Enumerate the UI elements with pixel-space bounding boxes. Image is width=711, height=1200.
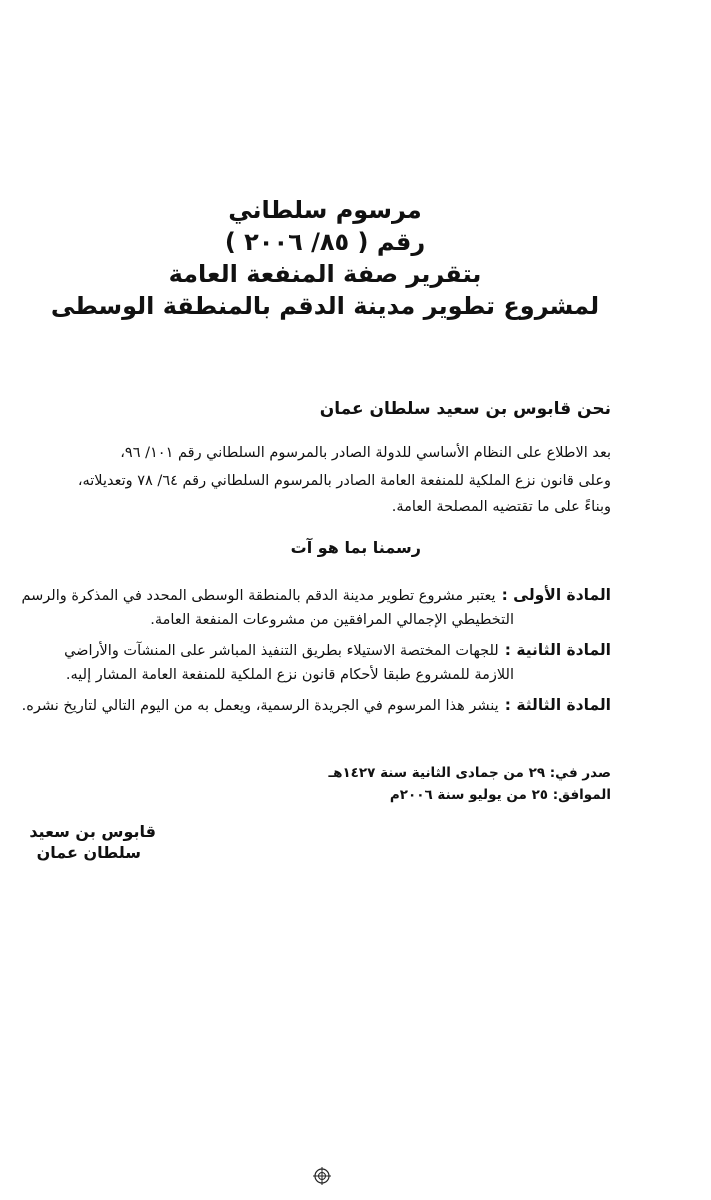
decree-title: مرسوم سلطاني [228, 196, 422, 224]
article-3-text: ينشر هذا المرسوم في الجريدة الرسمية، ويعمل به من اليوم التالي لتاريخ نشره. [21, 698, 499, 714]
article-1-label: المادة الأولى : [501, 586, 611, 604]
signature-name: قابوس بن سعيد [29, 822, 156, 841]
article-1-text-line-2: التخطيطي الإجمالي المرافقين من مشروعات المنفعة العامة. [150, 612, 514, 628]
issued-date: صدر في: ٢٩ من جمادى الثانية سنة ١٤٢٧هـ [328, 765, 611, 781]
article-3-label: المادة الثالثة : [504, 696, 611, 714]
preamble-line-2: وعلى قانون نزع الملكية للمنفعة العامة الصادر بالمرسوم السلطاني رقم ٦٤/ ٧٨ وتعديلاته، [77, 473, 611, 489]
decree-number: رقم ( ٨٥/ ٢٠٠٦ ) [224, 228, 426, 256]
article-1-text-line-1: يعتبر مشروع تطوير مدينة الدقم بالمنطقة الوسطى المحدد في المذكرة والرسم [21, 588, 496, 604]
article-2-text-line-2: اللازمة للمشروع طبقا لأحكام قانون نزع الملكية للمنفعة العامة المشار إليه. [65, 667, 514, 683]
article-1 [22, 584, 612, 607]
article-2-label: المادة الثانية : [504, 641, 611, 659]
preamble-line-1: بعد الاطلاع على النظام الأساسي للدولة الصادر بالمرسوم السلطاني رقم ١٠١/ ٩٦، [120, 445, 611, 461]
decree-subject-line-1: بتقرير صفة المنفعة العامة [168, 260, 482, 288]
gregorian-date: الموافق: ٢٥ من يوليو سنة ٢٠٠٦م [389, 787, 611, 803]
decree-phrase: رسمنا بما هو آت [290, 538, 421, 557]
article-2-text-line-1: للجهات المختصة الاستيلاء بطريق التنفيذ المباشر على المنشآت والأراضي [64, 643, 499, 659]
signature-title: سلطان عمان [36, 843, 141, 862]
preamble-line-3: وبناءً على ما تقتضيه المصلحة العامة. [391, 499, 611, 515]
registration-mark-icon [313, 1167, 331, 1185]
decree-subject-line-2: لمشروع تطوير مدينة الدقم بالمنطقة الوسطى [50, 292, 600, 320]
article-3 [22, 694, 611, 717]
article-2 [64, 639, 611, 662]
issuer-line: نحن قابوس بن سعيد سلطان عمان [319, 399, 611, 419]
